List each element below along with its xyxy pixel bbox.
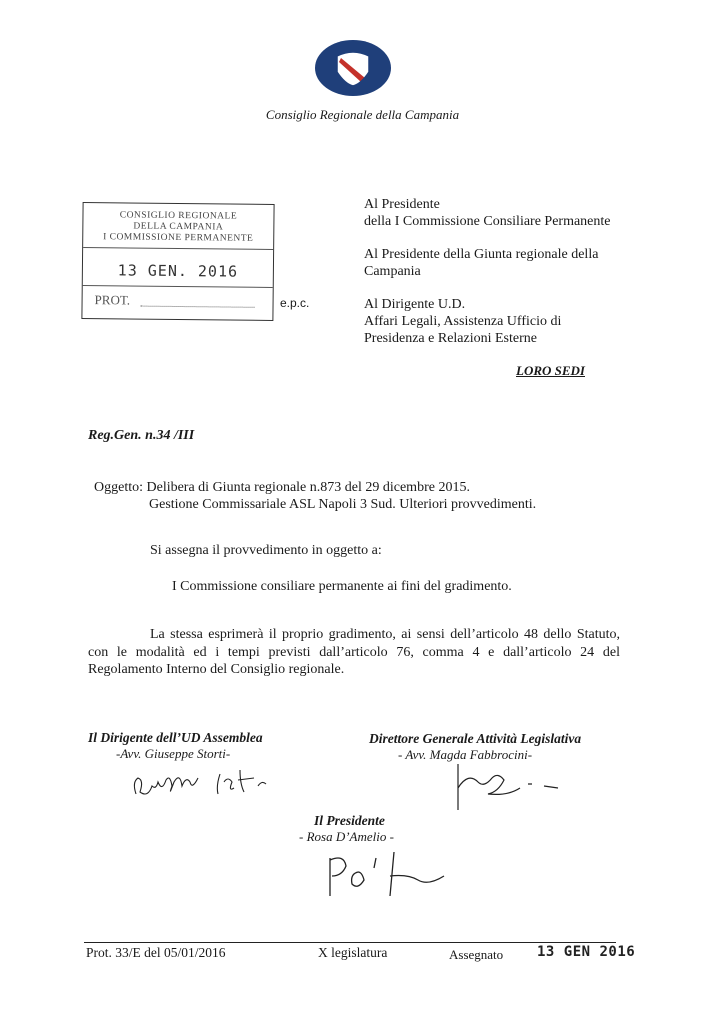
assignment-text: Si assegna il provvedimento in oggetto a: [150, 543, 382, 558]
stamp-prot-label: PROT. [94, 292, 131, 308]
stamp-date: 13 GEN. 2016 [117, 261, 239, 281]
recipient-3-line: Affari Legali, Assistenza Ufficio di [364, 314, 562, 329]
footer-date-stamp: 13 GEN 2016 [537, 944, 636, 960]
regione-campania-logo [313, 38, 393, 98]
footer-protocol: Prot. 33/E del 05/01/2016 [86, 945, 226, 960]
recipient-1-line: Al Presidente [364, 197, 440, 212]
right-signatory-name: - Avv. Magda Fabbrocini- [398, 747, 533, 762]
recipient-3-line: Al Dirigente U.D. [364, 297, 466, 312]
body-paragraph: La stessa esprimerà il proprio gradimento, ai sensi dell’articolo 48 dello Statuto, con le modalità ed i tempi previsti dall’articolo 76, comma 4 e dall’articolo 24 del Regolamento Interno del Consiglio regionale. [88, 627, 620, 677]
stamp-line-1: CONSIGLIO REGIONALE [119, 210, 238, 222]
recipient-2 [364, 246, 598, 280]
recipient-2-line: Al Presidente della Giunta regionale della [364, 247, 599, 262]
epc-label: e.p.c. [280, 296, 310, 310]
stamp-frame [81, 202, 274, 321]
footer-divider [84, 942, 616, 943]
recipient-2-line: Campania [364, 264, 421, 279]
subject-line: Oggetto: Delibera di Giunta regionale n.873 del 29 dicembre 2015. [94, 480, 470, 495]
right-signature-icon [448, 758, 568, 814]
recipient-3-line: Presidenza e Relazioni Esterne [364, 331, 537, 346]
recipient-1-line: della I Commissione Consiliare Permanente [364, 214, 611, 229]
commission-text: I Commissione consiliare permanente ai fini del gradimento. [172, 579, 512, 594]
registry-number: Reg.Gen. n.34 /III [88, 428, 195, 443]
president-signature-icon [318, 846, 458, 902]
stamp-divider [83, 285, 273, 288]
stamp-prot-field [141, 306, 255, 308]
stamp-line-2: DELLA CAMPANIA [133, 221, 224, 233]
footer-assigned-label: Assegnato [449, 947, 504, 962]
recipient-3 [364, 296, 561, 347]
regione-campania-emblem-icon [313, 38, 393, 98]
stamp-divider [83, 247, 273, 250]
left-signature-icon [128, 752, 288, 812]
organization-name: Consiglio Regionale della Campania [265, 107, 460, 122]
subject-block [94, 479, 536, 513]
left-signatory-name: -Avv. Giuseppe Storti- [116, 746, 231, 761]
stamp-line-3: I COMMISSIONE PERMANENTE [103, 232, 254, 244]
reception-stamp [78, 199, 276, 325]
left-signatory-role: Il Dirigente dell’UD Assemblea [88, 730, 263, 745]
right-signatory-role: Direttore Generale Attività Legislativa [369, 731, 582, 746]
president-name: - Rosa D’Amelio - [299, 829, 394, 844]
footer-legislature: X legislatura [318, 945, 388, 960]
loro-sedi: LORO SEDI [516, 363, 585, 378]
president-role: Il Presidente [314, 813, 385, 828]
subject-line: Gestione Commissariale ASL Napoli 3 Sud. Ulteriori provvedimenti. [149, 497, 537, 512]
recipient-1 [364, 196, 611, 230]
